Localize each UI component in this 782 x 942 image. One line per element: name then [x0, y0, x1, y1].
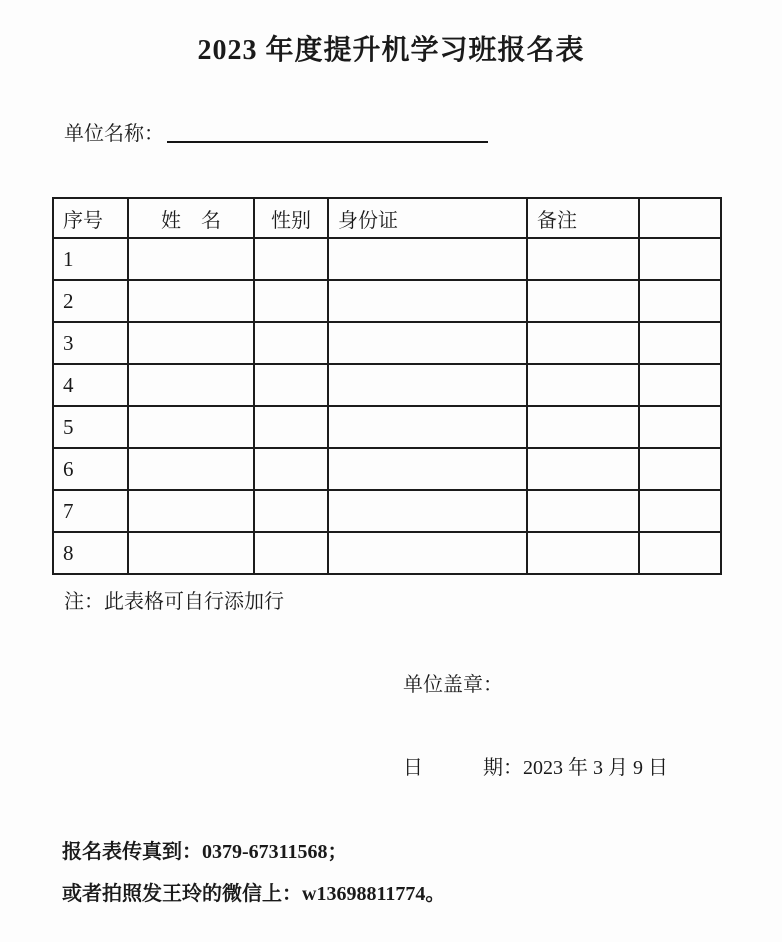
- table-row: [53, 490, 721, 532]
- row-number-cell: 2: [53, 280, 128, 322]
- row-number-cell: 7: [53, 490, 128, 532]
- row-number-cell: 4: [53, 364, 128, 406]
- row-number-cell: 1: [53, 238, 128, 280]
- remarks-cell: [527, 280, 639, 322]
- gender-cell: [254, 490, 328, 532]
- table-row: [53, 364, 721, 406]
- extra-cell: [639, 448, 721, 490]
- remarks-cell: [527, 322, 639, 364]
- extra-cell: [639, 322, 721, 364]
- extra-cell: [639, 532, 721, 574]
- extra-cell: [639, 280, 721, 322]
- extra-cell: [639, 238, 721, 280]
- id-card-cell: [328, 532, 527, 574]
- table-row: [53, 280, 721, 322]
- row-number-cell: 5: [53, 406, 128, 448]
- row-number-cell: 6: [53, 448, 128, 490]
- remarks-cell: [527, 364, 639, 406]
- row-number-cell: 8: [53, 532, 128, 574]
- name-cell: [128, 364, 254, 406]
- header-extra: [639, 198, 721, 238]
- name-cell: [128, 448, 254, 490]
- header-serial-number: 序号: [53, 198, 128, 238]
- remarks-cell: [527, 406, 639, 448]
- name-cell: [128, 238, 254, 280]
- table-row: [53, 238, 721, 280]
- gender-cell: [254, 322, 328, 364]
- table-header-row: [53, 198, 721, 238]
- table-row: [53, 448, 721, 490]
- wechat-instruction-line: 或者拍照发王玲的微信上：w13698811774。: [62, 883, 446, 905]
- unit-name-label: 单位名称：: [64, 123, 164, 145]
- unit-seal-label: 单位盖章：: [403, 674, 503, 696]
- id-card-cell: [328, 448, 527, 490]
- name-cell: [128, 490, 254, 532]
- remarks-cell: [527, 490, 639, 532]
- row-number-cell: 3: [53, 322, 128, 364]
- gender-cell: [254, 448, 328, 490]
- table-note: 注：此表格可自行添加行: [64, 591, 284, 613]
- table-row: [53, 406, 721, 448]
- gender-cell: [254, 532, 328, 574]
- header-name: 姓 名: [128, 198, 254, 238]
- page-title: 2023 年度提升机学习班报名表: [197, 35, 585, 66]
- extra-cell: [639, 490, 721, 532]
- name-cell: [128, 406, 254, 448]
- extra-cell: [639, 406, 721, 448]
- id-card-cell: [328, 238, 527, 280]
- date-line: 日 期：2023 年 3 月 9 日: [403, 757, 668, 779]
- header-remarks: 备注: [527, 198, 639, 238]
- registration-table: [52, 197, 722, 575]
- id-card-cell: [328, 322, 527, 364]
- id-card-cell: [328, 280, 527, 322]
- id-card-cell: [328, 490, 527, 532]
- header-gender: 性别: [254, 198, 328, 238]
- unit-name-blank-line: [167, 141, 488, 143]
- extra-cell: [639, 364, 721, 406]
- fax-instruction-line: 报名表传真到：0379-67311568；: [62, 841, 348, 863]
- id-card-cell: [328, 364, 527, 406]
- table-row: [53, 532, 721, 574]
- table-row: [53, 322, 721, 364]
- name-cell: [128, 280, 254, 322]
- name-cell: [128, 532, 254, 574]
- remarks-cell: [527, 532, 639, 574]
- gender-cell: [254, 406, 328, 448]
- remarks-cell: [527, 448, 639, 490]
- gender-cell: [254, 364, 328, 406]
- gender-cell: [254, 238, 328, 280]
- header-id-card: 身份证: [328, 198, 527, 238]
- id-card-cell: [328, 406, 527, 448]
- remarks-cell: [527, 238, 639, 280]
- gender-cell: [254, 280, 328, 322]
- name-cell: [128, 322, 254, 364]
